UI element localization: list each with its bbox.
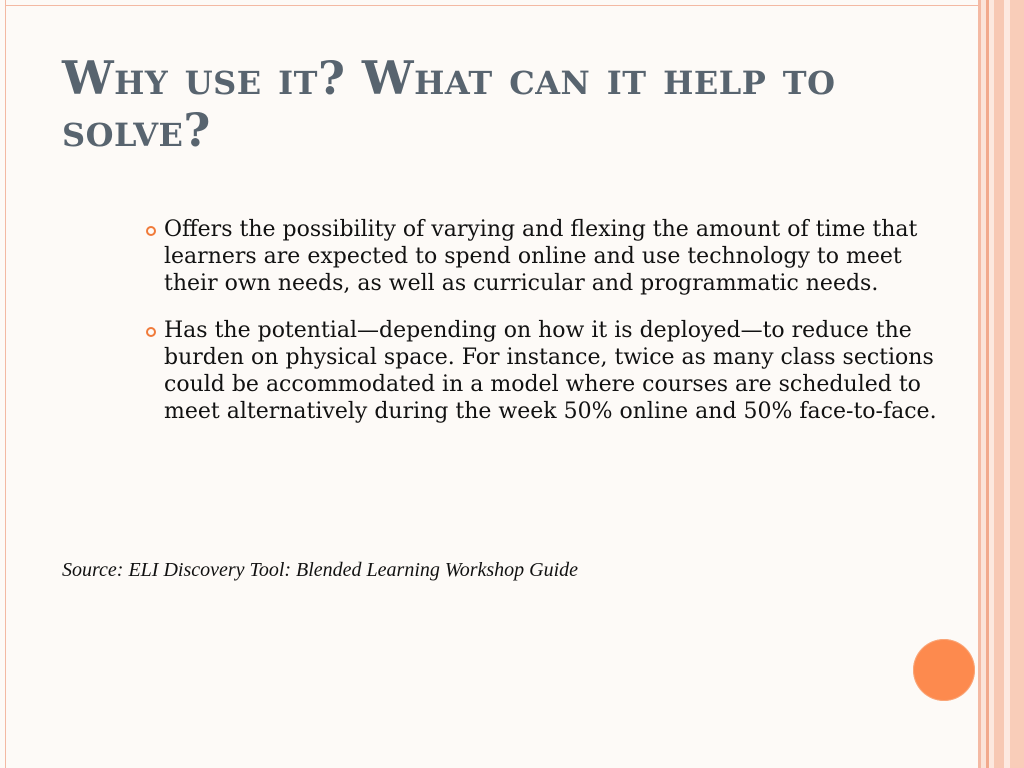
right-stripe <box>1010 0 1024 768</box>
slide-top-border <box>5 5 980 6</box>
bullet-list <box>146 216 946 445</box>
bullet-text: Has the potential—depending on how it is deployed—to reduce the burden on physical space. For instance, twice as many class sections could be accommodated in a model where courses are scheduled to meet alternatively during the week 50% online and 50% face-to-face. <box>164 318 937 424</box>
decorative-orange-circle <box>913 639 975 701</box>
slide-left-border <box>5 0 6 768</box>
bullet-text: Offers the possibility of varying and flexing the amount of time that learners are expected to spend online and use technology to meet their own needs, as well as curricular and programmatic needs. <box>164 217 918 296</box>
slide-title: Why use it? What can it help to solve? <box>62 51 836 157</box>
right-stripe <box>994 0 1004 768</box>
orange-ring-bullet-icon <box>146 226 156 236</box>
list-item <box>146 216 946 297</box>
list-item <box>146 317 946 425</box>
orange-ring-bullet-icon <box>146 327 156 337</box>
source-citation: Source: ELI Discovery Tool: Blended Learning Workshop Guide <box>62 559 579 581</box>
